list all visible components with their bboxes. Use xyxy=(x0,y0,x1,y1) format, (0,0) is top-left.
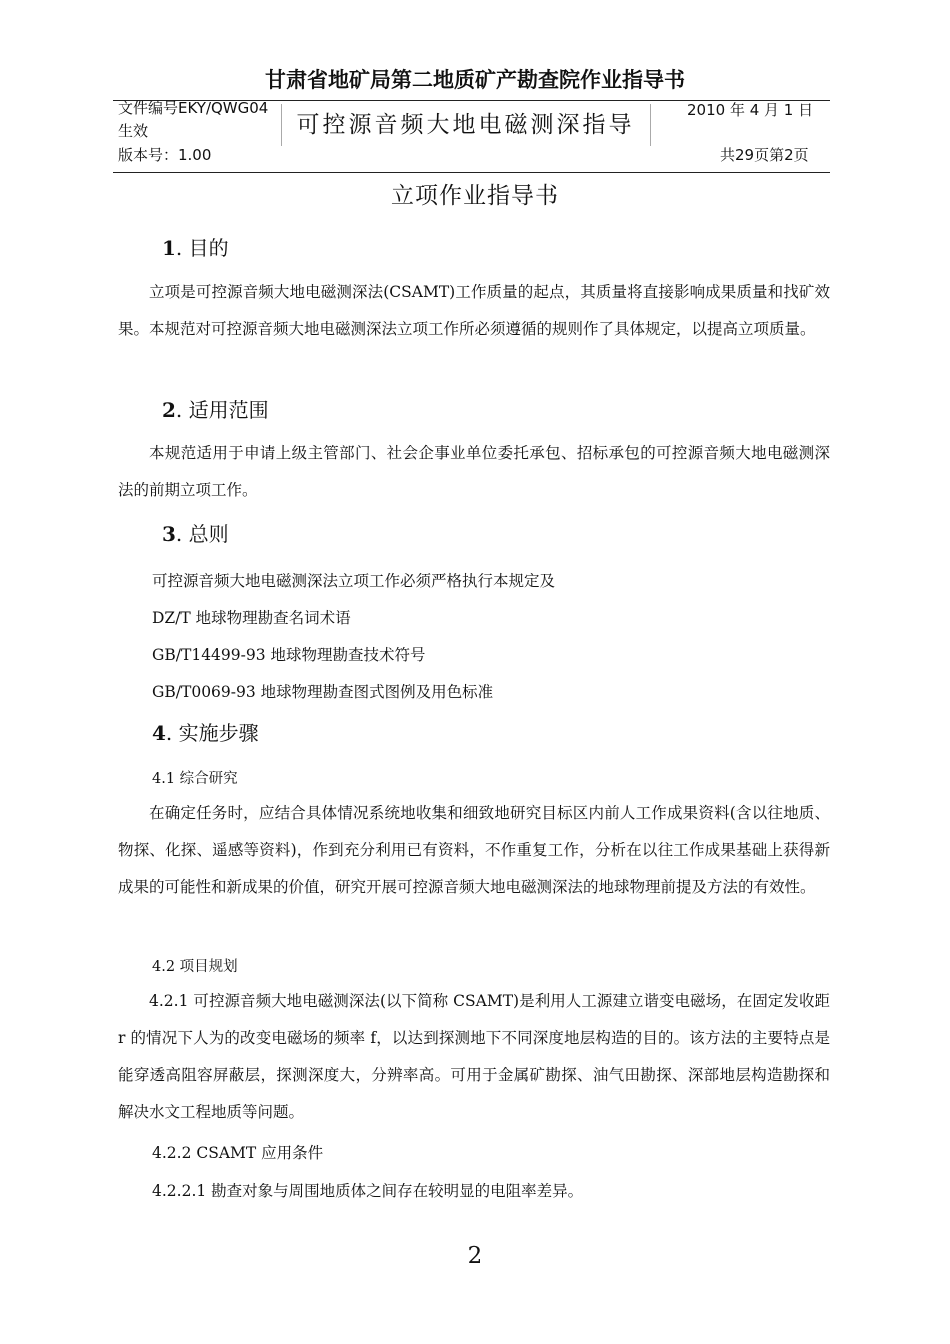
section-2-heading xyxy=(162,394,269,423)
subsection-4-1-paragraph xyxy=(118,795,830,906)
section-2-number: 2 xyxy=(162,398,176,422)
section-1-title: . 目的 xyxy=(175,236,229,260)
issue-date: 2010 年 4 月 1 日 xyxy=(687,101,814,119)
section-4-title: . 实施步骤 xyxy=(165,721,259,745)
subsection-4-2-2-heading: 4.2.2 CSAMT 应用条件 xyxy=(152,1144,324,1162)
version-number: 版本号：1.00 xyxy=(118,146,212,164)
section-3-line: DZ/T 地球物理勘查名词术语 xyxy=(152,609,351,627)
section-1-heading xyxy=(162,232,229,261)
section-3-title: . 总则 xyxy=(175,522,229,546)
subsection-4-1-text: 在确定任务时，应结合具体情况系统地收集和细致地研究目标区内前人工作成果资料(含以往地质、物探、化探、遥感等资料)，作到充分利用已有资料，不作重复工作，分析在以往工作成果基础上获得新成果的可能性和新成果的价值，研究开展可控源音频大地电磁测深法的地球物理前提及方法的有效性。 xyxy=(118,804,830,896)
section-2-paragraph xyxy=(118,435,830,509)
file-number: 文件编号EKY/QWG04 xyxy=(118,99,269,117)
subsection-4-2-1-text: 4.2.1 可控源音频大地电磁测深法(以下简称 CSAMT)是利用人工源建立谐变电磁场，在固定发收距 r 的情况下人为的改变电磁场的频率 f，以达到探测地下不同深度地层构造的目的。该方法的主要特点是能穿透高阻容屏蔽层，探测深度大，分辨率高。可用于金属矿勘探、油气田勘探、深部地层构造勘探和解决水文工程地质等问题。 xyxy=(118,992,830,1121)
header-divider-right xyxy=(650,104,651,146)
section-3-heading xyxy=(162,518,229,547)
subsection-4-2-heading: 4.2 项目规划 xyxy=(152,959,238,975)
section-4-heading xyxy=(152,717,259,746)
page-number: 2 xyxy=(467,1243,483,1269)
document-title: 立项作业指导书 xyxy=(391,183,559,209)
section-4-number: 4 xyxy=(152,721,166,745)
organization-title: 甘肃省地矿局第二地质矿产勘查院作业指导书 xyxy=(265,68,685,92)
page-count: 共29页第2页 xyxy=(720,146,809,164)
section-3-line: GB/T0069-93 地球物理勘查图式图例及用色标准 xyxy=(152,683,494,701)
document-name: 可控源音频大地电磁测深指导 xyxy=(296,112,635,138)
section-3-number: 3 xyxy=(162,522,176,546)
section-1-paragraph xyxy=(118,274,830,348)
section-2-text: 本规范适用于申请上级主管部门、社会企事业单位委托承包、招标承包的可控源音频大地电磁测深法的前期立项工作。 xyxy=(118,444,830,499)
section-3-line: GB/T14499-93 地球物理勘查技术符号 xyxy=(152,646,426,664)
section-1-number: 1 xyxy=(162,236,176,260)
subsection-4-1-heading: 4.1 综合研究 xyxy=(152,771,238,787)
subsection-4-2-2-1-line: 4.2.2.1 勘查对象与周围地质体之间存在较明显的电阻率差异。 xyxy=(152,1182,584,1200)
section-2-title: . 适用范围 xyxy=(175,398,269,422)
section-3-line: 可控源音频大地电磁测深法立项工作必须严格执行本规定及 xyxy=(152,572,556,590)
subsection-4-2-1-paragraph xyxy=(118,983,830,1131)
section-1-text: 立项是可控源音频大地电磁测深法(CSAMT)工作质量的起点，其质量将直接影响成果质量和找矿效果。本规范对可控源音频大地电磁测深法立项工作所必须遵循的规则作了具体规定，以提高立项质量。 xyxy=(118,283,830,338)
effective-label: 生效 xyxy=(118,122,149,140)
header-bottom-rule xyxy=(113,172,830,173)
